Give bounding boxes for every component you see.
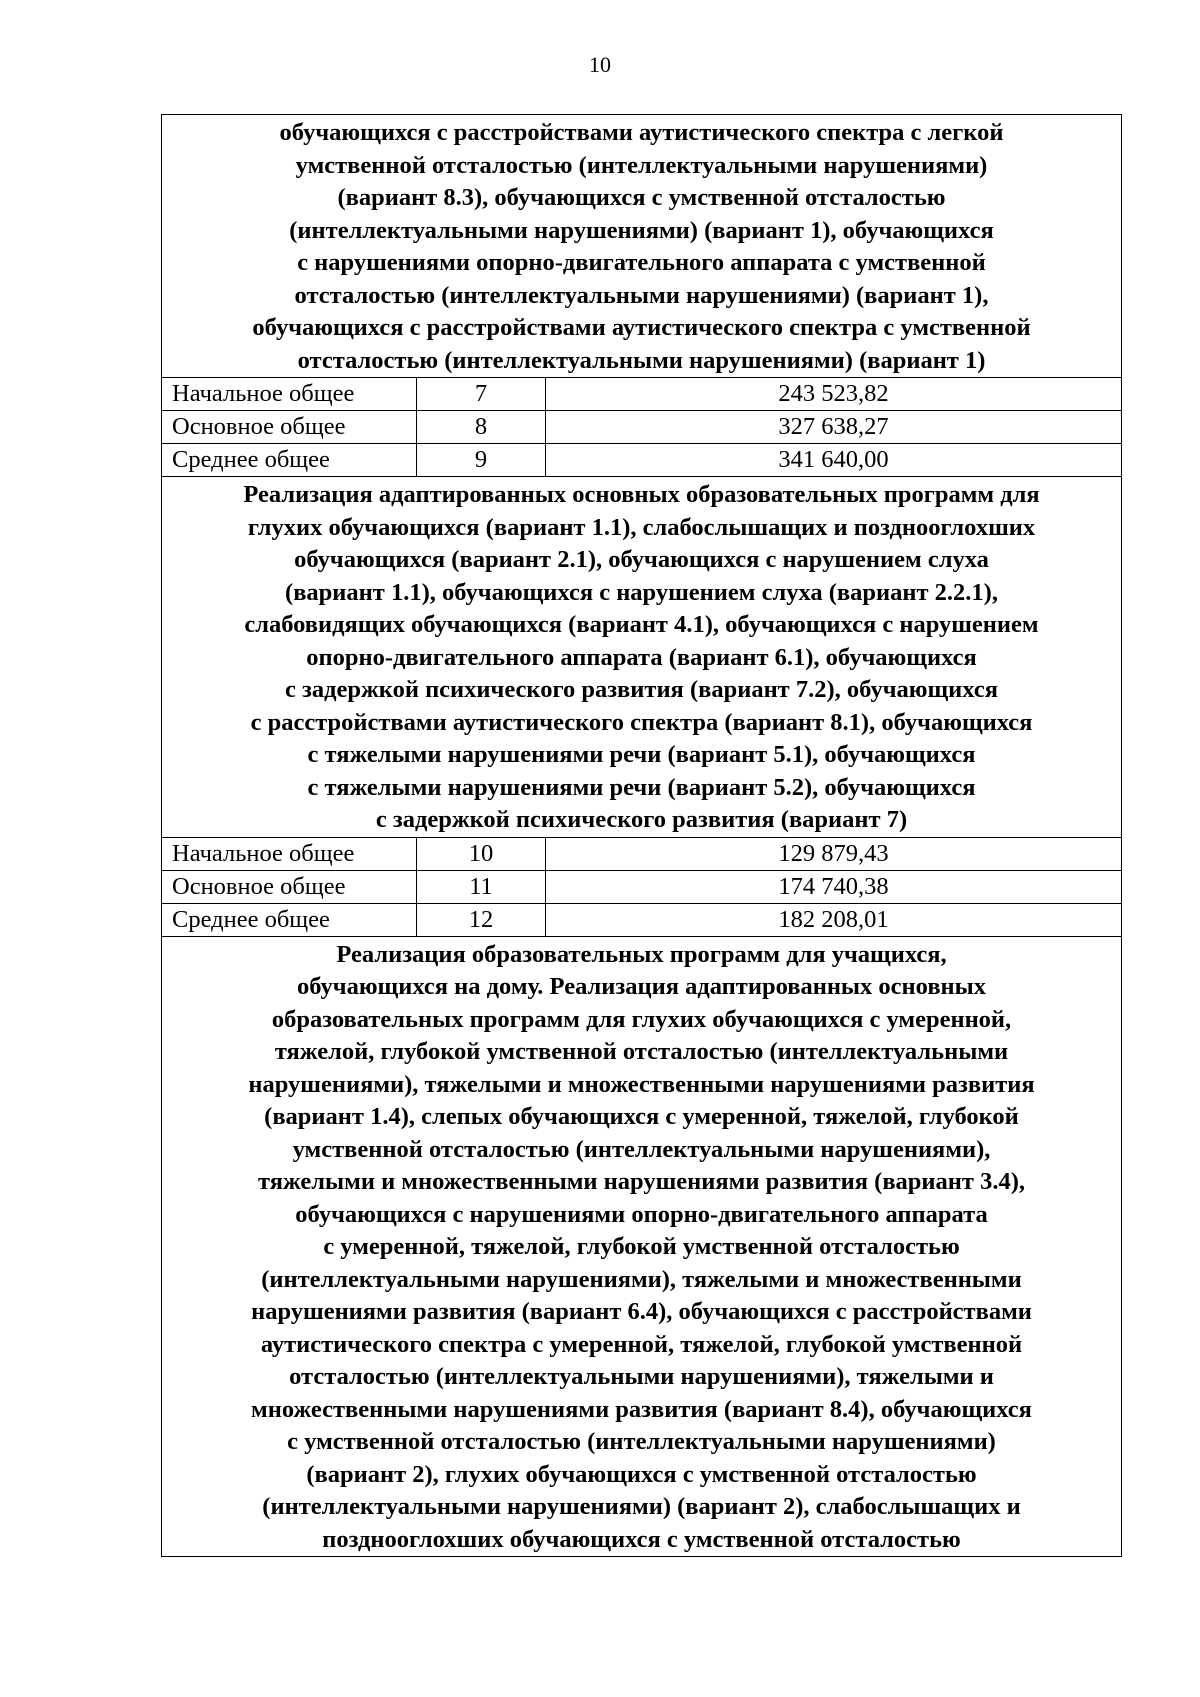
- amount: 129 879,43: [546, 837, 1122, 870]
- table-row: [162, 411, 1122, 444]
- row-code: 10: [417, 837, 546, 870]
- heading-line: с задержкой психического развития (вариант 7.2), обучающихся: [285, 676, 998, 703]
- amount: 174 740,38: [546, 870, 1122, 903]
- heading-line: обучающихся с расстройствами аутистического спектра с умственной: [252, 314, 1031, 341]
- heading-line: аутистического спектра с умеренной, тяжелой, глубокой умственной: [260, 1330, 1023, 1358]
- heading-line: опорно-двигательного аппарата (вариант 6.1), обучающихся: [306, 643, 977, 671]
- heading-line: отсталостью (интеллектуальными нарушениями), тяжелыми и: [289, 1363, 994, 1390]
- education-level: Среднее общее: [162, 444, 417, 477]
- section-heading-row: [162, 477, 1122, 838]
- section-heading-row: [162, 936, 1122, 1557]
- table-row: [162, 837, 1122, 870]
- amount: 327 638,27: [546, 411, 1122, 444]
- section-heading: [162, 936, 1122, 1557]
- heading-line: тяжелыми и множественными нарушениями развития (вариант 3.4),: [257, 1168, 1025, 1195]
- funding-table: [161, 114, 1122, 1557]
- heading-line: слабовидящих обучающихся (вариант 4.1), обучающихся с нарушением: [244, 611, 1039, 638]
- heading-line: с умеренной, тяжелой, глубокой умственной отсталостью: [323, 1233, 960, 1260]
- education-level: Начальное общее: [162, 378, 417, 411]
- heading-line: с тяжелыми нарушениями речи (вариант 5.2), обучающихся: [307, 773, 976, 801]
- heading-line: (интеллектуальными нарушениями) (вариант 1), обучающихся: [289, 216, 994, 244]
- heading-line: обучающихся с расстройствами аутистического спектра с легкой: [279, 119, 1004, 146]
- row-code: 11: [417, 870, 546, 903]
- row-code: 12: [417, 903, 546, 936]
- heading-line: обучающихся на дому. Реализация адаптированных основных: [296, 973, 987, 1000]
- amount: 243 523,82: [546, 378, 1122, 411]
- section-heading: [162, 115, 1122, 378]
- heading-line: образовательных программ для глухих обучающихся с умеренной,: [271, 1005, 1012, 1033]
- heading-line: (вариант 8.3), обучающихся с умственной отсталостью: [337, 184, 946, 211]
- heading-line: (вариант 1.4), слепых обучающихся с умеренной, тяжелой, глубокой: [264, 1103, 1019, 1130]
- heading-line: нарушениями), тяжелыми и множественными нарушениями развития: [248, 1070, 1035, 1098]
- heading-line: Реализация образовательных программ для учащихся,: [336, 940, 947, 968]
- heading-line: отсталостью (интеллектуальными нарушениями) (вариант 1),: [294, 281, 989, 309]
- heading-line: (интеллектуальными нарушениями) (вариант 2), слабослышащих и: [262, 1493, 1021, 1520]
- heading-line: (интеллектуальными нарушениями), тяжелыми и множественными: [261, 1265, 1022, 1293]
- table-row: [162, 378, 1122, 411]
- row-code: 8: [417, 411, 546, 444]
- heading-line: с умственной отсталостью (интеллектуальными нарушениями): [287, 1428, 996, 1455]
- education-level: Среднее общее: [162, 903, 417, 936]
- heading-line: с задержкой психического развития (вариант 7): [375, 806, 908, 833]
- heading-line: обучающихся (вариант 2.1), обучающихся с нарушением слуха: [294, 546, 989, 573]
- heading-line: отсталостью (интеллектуальными нарушениями) (вариант 1): [297, 346, 986, 374]
- heading-line: множественными нарушениями развития (вариант 8.4), обучающихся: [251, 1395, 1032, 1423]
- row-code: 9: [417, 444, 546, 477]
- heading-line: (вариант 1.1), обучающихся с нарушением слуха (вариант 2.2.1),: [285, 578, 998, 606]
- table-row: [162, 444, 1122, 477]
- heading-line: Реализация адаптированных основных образовательных программ для: [243, 481, 1040, 508]
- page-number: 10: [589, 52, 611, 77]
- heading-line: с расстройствами аутистического спектра (вариант 8.1), обучающихся: [250, 708, 1033, 736]
- row-code: 7: [417, 378, 546, 411]
- heading-line: (вариант 2), глухих обучающихся с умственной отсталостью: [306, 1460, 977, 1488]
- education-level: Начальное общее: [162, 837, 417, 870]
- education-level: Основное общее: [162, 870, 417, 903]
- section-heading-row: [162, 115, 1122, 378]
- education-level: Основное общее: [162, 411, 417, 444]
- heading-line: тяжелой, глубокой умственной отсталостью (интеллектуальными: [274, 1038, 1009, 1065]
- table-row: [162, 903, 1122, 936]
- heading-line: умственной отсталостью (интеллектуальными нарушениями): [295, 151, 988, 179]
- heading-line: с нарушениями опорно-двигательного аппарата с умственной: [297, 249, 986, 276]
- heading-line: нарушениями развития (вариант 6.4), обучающихся с расстройствами: [251, 1298, 1032, 1325]
- heading-line: глухих обучающихся (вариант 1.1), слабослышащих и позднооглохших: [247, 513, 1036, 541]
- section-heading: [162, 477, 1122, 838]
- amount: 182 208,01: [546, 903, 1122, 936]
- heading-line: позднооглохших обучающихся с умственной отсталостью: [322, 1525, 961, 1553]
- heading-line: умственной отсталостью (интеллектуальными нарушениями),: [292, 1135, 991, 1163]
- heading-line: обучающихся с нарушениями опорно-двигательного аппарата: [295, 1200, 988, 1228]
- heading-line: с тяжелыми нарушениями речи (вариант 5.1), обучающихся: [307, 741, 976, 768]
- table-row: [162, 870, 1122, 903]
- amount: 341 640,00: [546, 444, 1122, 477]
